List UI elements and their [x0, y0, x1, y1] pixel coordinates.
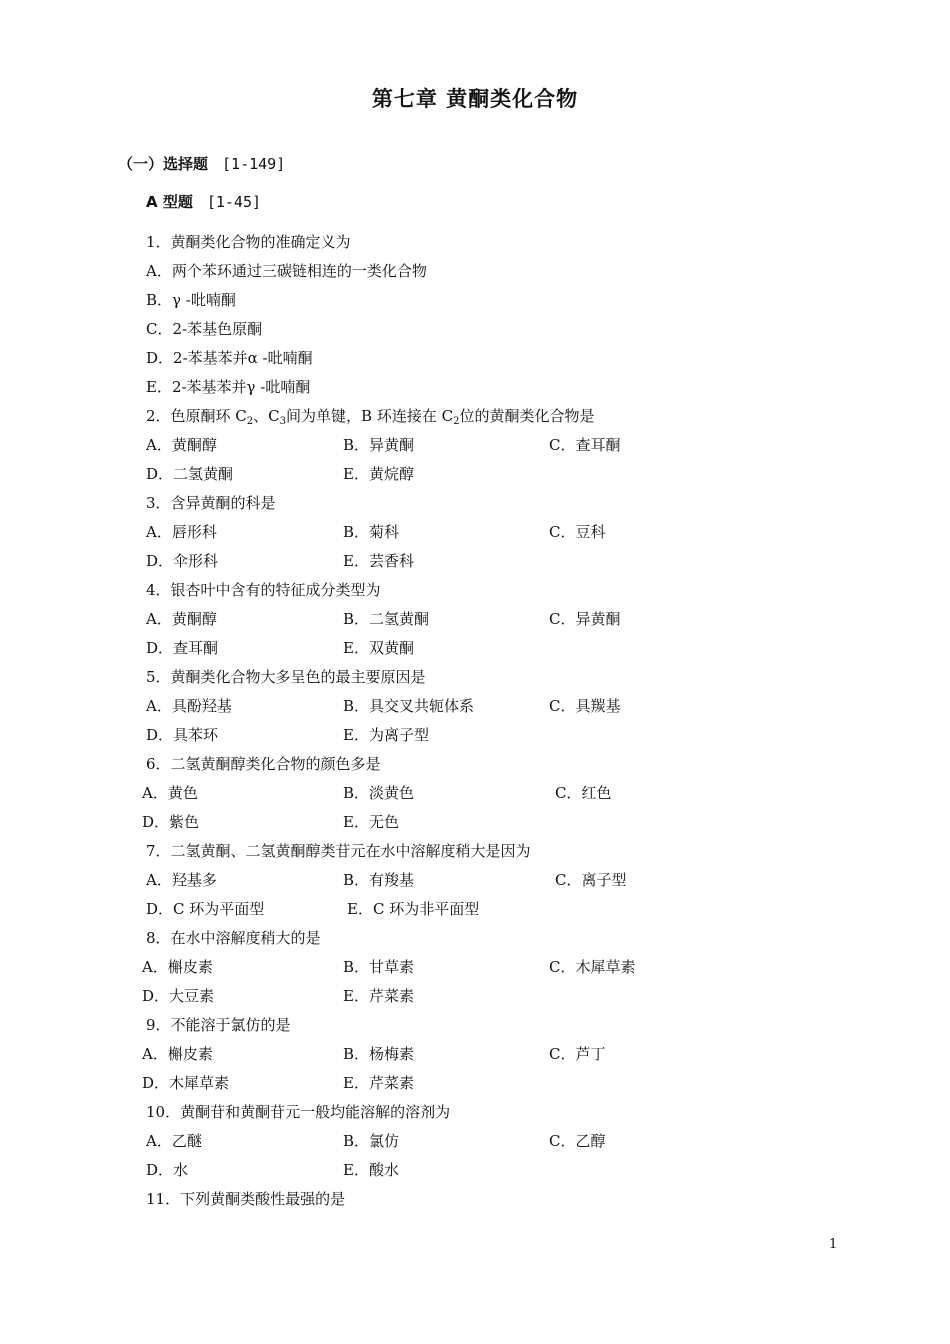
option-text: B．杨梅素 — [343, 1045, 415, 1063]
question-stem — [0, 750, 950, 779]
option-row — [0, 547, 950, 576]
option-text: D．伞形科 — [146, 552, 219, 570]
option-text: E．C 环为非平面型 — [347, 900, 480, 918]
option-text: A．羟基多 — [146, 871, 217, 889]
question-11-stem: 11．下列黄酮类酸性最强的是 — [146, 1190, 346, 1208]
option-text: B．异黄酮 — [343, 436, 415, 454]
subscript: 3 — [279, 416, 287, 427]
option-row — [0, 344, 950, 373]
option-text: A．乙醚 — [146, 1132, 202, 1150]
option-text: C．具羰基 — [549, 697, 621, 715]
option-row — [0, 605, 950, 634]
option-text: D．木犀草素 — [142, 1074, 230, 1092]
option-text: A．黄酮醇 — [146, 610, 217, 628]
option-text: B．γ -吡喃酮 — [146, 291, 236, 309]
option-text: B．甘草素 — [343, 958, 415, 976]
option-text: C．木犀草素 — [549, 958, 636, 976]
option-row — [0, 1069, 950, 1098]
option-text: A．黄酮醇 — [146, 436, 217, 454]
option-text: A．具酚羟基 — [146, 697, 232, 715]
question-stem — [0, 228, 950, 257]
option-text: D．大豆素 — [142, 987, 215, 1005]
option-text: A．槲皮素 — [142, 1045, 213, 1063]
stem-part: 位的黄酮类化合物是 — [459, 407, 595, 425]
option-text: B．二氢黄酮 — [343, 610, 430, 628]
question-stem — [0, 663, 950, 692]
question-5-stem: 5．黄酮类化合物大多呈色的最主要原因是 — [146, 668, 426, 686]
question-stem — [0, 1185, 950, 1214]
option-row — [0, 953, 950, 982]
question-stem — [0, 489, 950, 518]
section-label: （一）选择题 — [118, 155, 209, 173]
option-text: C．查耳酮 — [549, 436, 621, 454]
option-row — [0, 518, 950, 547]
option-text: A．两个苯环通过三碳链相连的一类化合物 — [146, 262, 427, 280]
option-text: C．芦丁 — [549, 1045, 606, 1063]
option-row — [0, 1040, 950, 1069]
option-text: E．无色 — [343, 813, 399, 831]
subsection-label: A 型题 — [146, 193, 193, 211]
option-text: C．2-苯基色原酮 — [146, 320, 263, 338]
question-stem — [0, 924, 950, 953]
option-text: E．为离子型 — [343, 726, 429, 744]
option-text: D．2-苯基苯并α -吡喃酮 — [146, 349, 313, 367]
page-title: 第七章 黄酮类化合物 — [371, 87, 579, 111]
option-text: A．唇形科 — [146, 523, 217, 541]
option-text: B．氯仿 — [343, 1132, 400, 1150]
option-text: C．豆科 — [549, 523, 606, 541]
question-stem — [0, 1011, 950, 1040]
option-text: B．具交叉共轭体系 — [343, 697, 475, 715]
option-row — [0, 692, 950, 721]
question-stem — [0, 402, 950, 431]
page-number: 1 — [829, 1237, 838, 1252]
stem-part: 、C — [253, 407, 280, 425]
question-9-stem: 9．不能溶于氯仿的是 — [146, 1016, 291, 1034]
subscript: 2 — [246, 416, 254, 427]
section-heading — [118, 153, 285, 174]
option-text: D．C 环为平面型 — [146, 900, 265, 918]
option-row — [0, 895, 950, 924]
subsection-range: [1-45] — [206, 193, 262, 211]
stem-part: 2．色原酮环 C — [146, 407, 247, 425]
option-text: B．淡黄色 — [343, 784, 415, 802]
option-text: E．黄烷醇 — [343, 465, 414, 483]
option-row — [0, 286, 950, 315]
option-text: D．查耳酮 — [146, 639, 219, 657]
option-row — [0, 866, 950, 895]
subscript: 2 — [453, 416, 460, 427]
question-6-stem: 6．二氢黄酮醇类化合物的颜色多是 — [146, 755, 381, 773]
question-1-stem: 1．黄酮类化合物的准确定义为 — [146, 233, 351, 251]
stem-part: 间为单键，B 环连接在 C — [286, 407, 454, 425]
section-range: [1-149] — [222, 155, 286, 173]
option-text: B．有羧基 — [343, 871, 415, 889]
option-row — [0, 373, 950, 402]
question-list — [0, 228, 950, 1214]
question-2-stem — [146, 402, 594, 431]
option-row — [0, 634, 950, 663]
option-text: A．槲皮素 — [142, 958, 213, 976]
question-8-stem: 8．在水中溶解度稍大的是 — [146, 929, 321, 947]
option-text: D．水 — [146, 1161, 189, 1179]
question-stem — [0, 1098, 950, 1127]
question-4-stem: 4．银杏叶中含有的特征成分类型为 — [146, 581, 381, 599]
option-row — [0, 431, 950, 460]
option-row — [0, 257, 950, 286]
option-row — [0, 808, 950, 837]
option-text: C．异黄酮 — [549, 610, 621, 628]
option-text: E．芹菜素 — [343, 987, 414, 1005]
option-text: C．红色 — [555, 784, 612, 802]
option-row — [0, 1127, 950, 1156]
question-stem — [0, 576, 950, 605]
option-text: E．2-苯基苯并γ -吡喃酮 — [146, 378, 311, 396]
option-row — [0, 460, 950, 489]
option-text: C．乙醇 — [549, 1132, 606, 1150]
option-row — [0, 721, 950, 750]
question-10-stem: 10．黄酮苷和黄酮苷元一般均能溶解的溶剂为 — [146, 1103, 451, 1121]
option-row — [0, 315, 950, 344]
option-text: A．黄色 — [142, 784, 198, 802]
option-row — [0, 982, 950, 1011]
option-text: D．二氢黄酮 — [146, 465, 234, 483]
option-text: E．酸水 — [343, 1161, 399, 1179]
option-row — [0, 1156, 950, 1185]
subsection-heading — [146, 191, 261, 212]
question-3-stem: 3．含异黄酮的科是 — [146, 494, 276, 512]
option-text: E．双黄酮 — [343, 639, 414, 657]
option-text: D．紫色 — [142, 813, 200, 831]
option-text: C．离子型 — [555, 871, 627, 889]
option-row — [0, 779, 950, 808]
question-7-stem: 7．二氢黄酮、二氢黄酮醇类苷元在水中溶解度稍大是因为 — [146, 842, 531, 860]
option-text: B．菊科 — [343, 523, 400, 541]
option-text: E．芸香科 — [343, 552, 414, 570]
option-text: E．芹菜素 — [343, 1074, 414, 1092]
question-stem — [0, 837, 950, 866]
option-text: D．具苯环 — [146, 726, 219, 744]
